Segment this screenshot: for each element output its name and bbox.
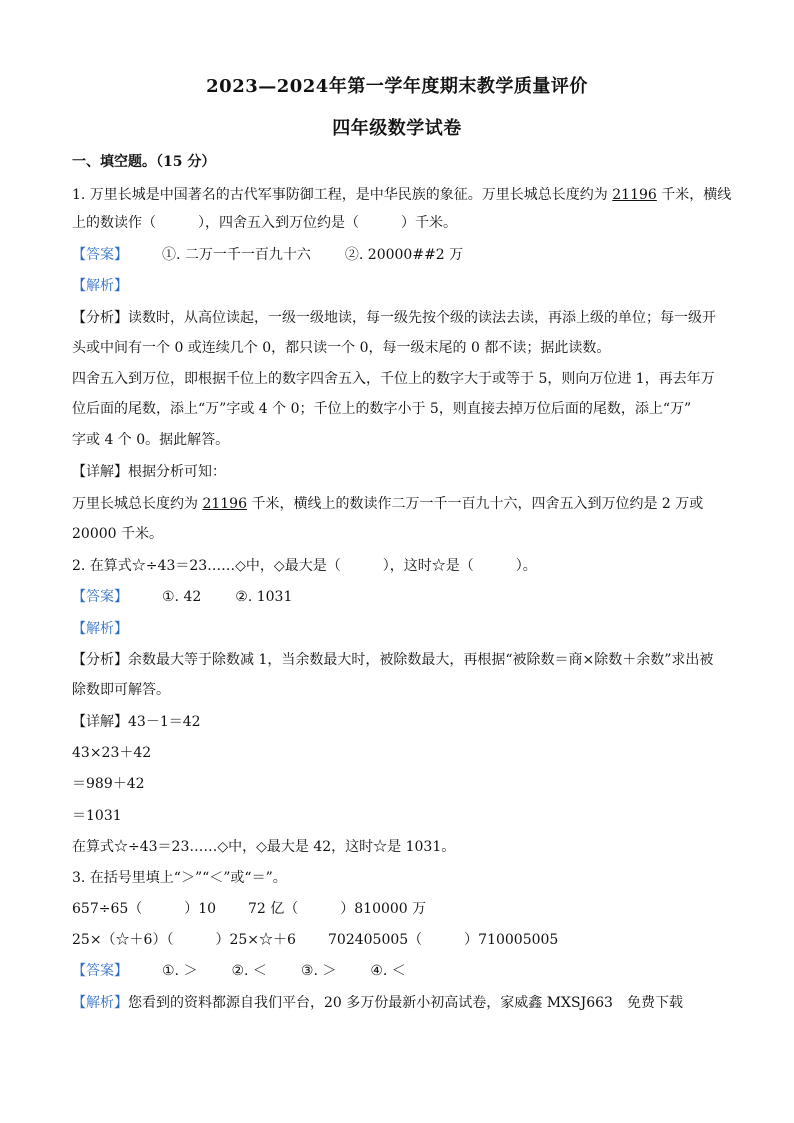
answer-tag: 【答案】 [72,247,128,263]
q3-answer-2: ②. ＜ [231,963,267,979]
fenxi-text: 读数时，从高位读起，一级一级地读，每一级先按个级的读法去读，再添上级的单位；每一级开 [128,310,716,326]
question-3-line-1: 3. 在括号里填上“＞”“＜”或“＝”。 [72,870,287,886]
q1-fenxi-line-4: 位后面的尾数，添上“万”字或 4 个 0；千位上的数字小于 5，则直接去掉万位后面的尾数，添上“万” [72,401,692,417]
q3-row-2 [72,930,727,950]
q1-xiangjie [72,462,727,482]
section-heading: 一、填空题。（15 分） [72,154,216,170]
q1-fenxi-line-5: 字或 4 个 0。据此解答。 [72,432,230,448]
q2-answer-1: ①. 42 [162,589,202,605]
q1-underlined-number: 21196 [612,187,657,203]
q2-calc-line-3: ＝1031 [72,808,122,824]
fenxi-tag: 【分析】 [72,310,128,326]
answer-tag: 【答案】 [72,963,128,979]
q2-calc-line-1: 43×23＋42 [72,745,152,761]
q2-fenxi-line-2: 除数即可解答。 [72,682,170,698]
q1-analysis-tag: 【解析】 [72,278,128,294]
q3-answer-3: ③. ＞ [300,963,337,979]
q1-fenxi-line-3: 四舍五入到万位，即根据千位上的数字四舍五入，千位上的数字大于或等于 5，则向万位进 1，再去年万 [72,371,715,387]
promo-footer-text: 您看到的资料都源自我们平台，20 多万份最新小初高试卷，家威鑫 MXSJ663 免费下载 [128,995,683,1011]
q1-text-post: 千米，横线 [656,187,732,203]
q3-answer-1: ①. ＞ [162,963,198,979]
detail-pre: 万里长城总长度约为 [72,496,203,512]
question-1-line-2: 上的数读作（ ），四舍五入到万位约是（ ）千米。 [72,215,457,231]
q3-item-3: 25×（☆＋6）（ ）25×☆＋6 [72,932,296,948]
q1-fenxi-line-2: 头或中间有一个 0 或连续几个 0，都只读一个 0，每一级末尾的 0 都不读；据此读数。 [72,340,611,356]
page-title: 2023—2024年第一学年度期末教学质量评价 [206,76,588,97]
q2-answer-row [72,587,727,607]
xiangjie-tag: 【详解】 [72,464,128,480]
q2-fenxi-line-1 [72,650,727,670]
q2-conclusion: 在算式☆÷43＝23……◇中，◇最大是 42，这时☆是 1031。 [72,839,456,855]
q3-item-4: 702405005（ ）710005005 [328,932,559,948]
xiangjie-text: 43－1＝42 [128,714,201,730]
q2-answer-2: ②. 1031 [235,589,293,605]
q2-xiangjie [72,712,727,732]
page-subtitle: 四年级数学试卷 [332,118,462,139]
q3-row-1 [72,899,727,919]
q2-analysis-tag: 【解析】 [72,621,128,637]
xiangjie-text: 根据分析可知： [128,464,226,480]
q1-detail-line-1 [72,494,727,514]
detail-underlined-number: 21196 [202,496,247,512]
q3-item-2: 72 亿（ ）810000 万 [248,901,427,917]
q1-fenxi-line-1 [72,308,727,328]
question-2-line-1: 2. 在算式☆÷43＝23……◇中，◇最大是（ ），这时☆是（ ）。 [72,558,537,574]
q2-calc-line-2: ＝989＋42 [72,776,145,792]
detail-post: 千米，横线上的数读作二万一千一百九十六，四舍五入到万位约是 2 万或 [247,496,704,512]
q3-answer-row [72,961,727,981]
q3-jiexi-footer-line [72,993,727,1013]
answer-tag: 【答案】 [72,589,128,605]
q3-item-1: 657÷65（ ）10 [72,901,217,917]
xiangjie-tag: 【详解】 [72,714,128,730]
q1-detail-line-2: 20000 千米。 [72,526,163,542]
q3-answer-4: ④. ＜ [370,963,406,979]
analysis-tag: 【解析】 [72,995,128,1011]
fenxi-text: 余数最大等于除数减 1，当余数最大时，被除数最大，再根据“被除数＝商×除数＋余数”求出被 [128,652,714,668]
fenxi-tag: 【分析】 [72,652,128,668]
question-1-line-1 [72,185,732,205]
q1-answer-1: ①. 二万一千一百九十六 [162,247,311,263]
q1-text-pre: 1. 万里长城是中国著名的古代军事防御工程，是中华民族的象征。万里长城总长度约为 [72,187,613,203]
q1-answer-row [72,245,727,265]
q1-answer-2: ②. 20000##2 万 [344,247,464,263]
